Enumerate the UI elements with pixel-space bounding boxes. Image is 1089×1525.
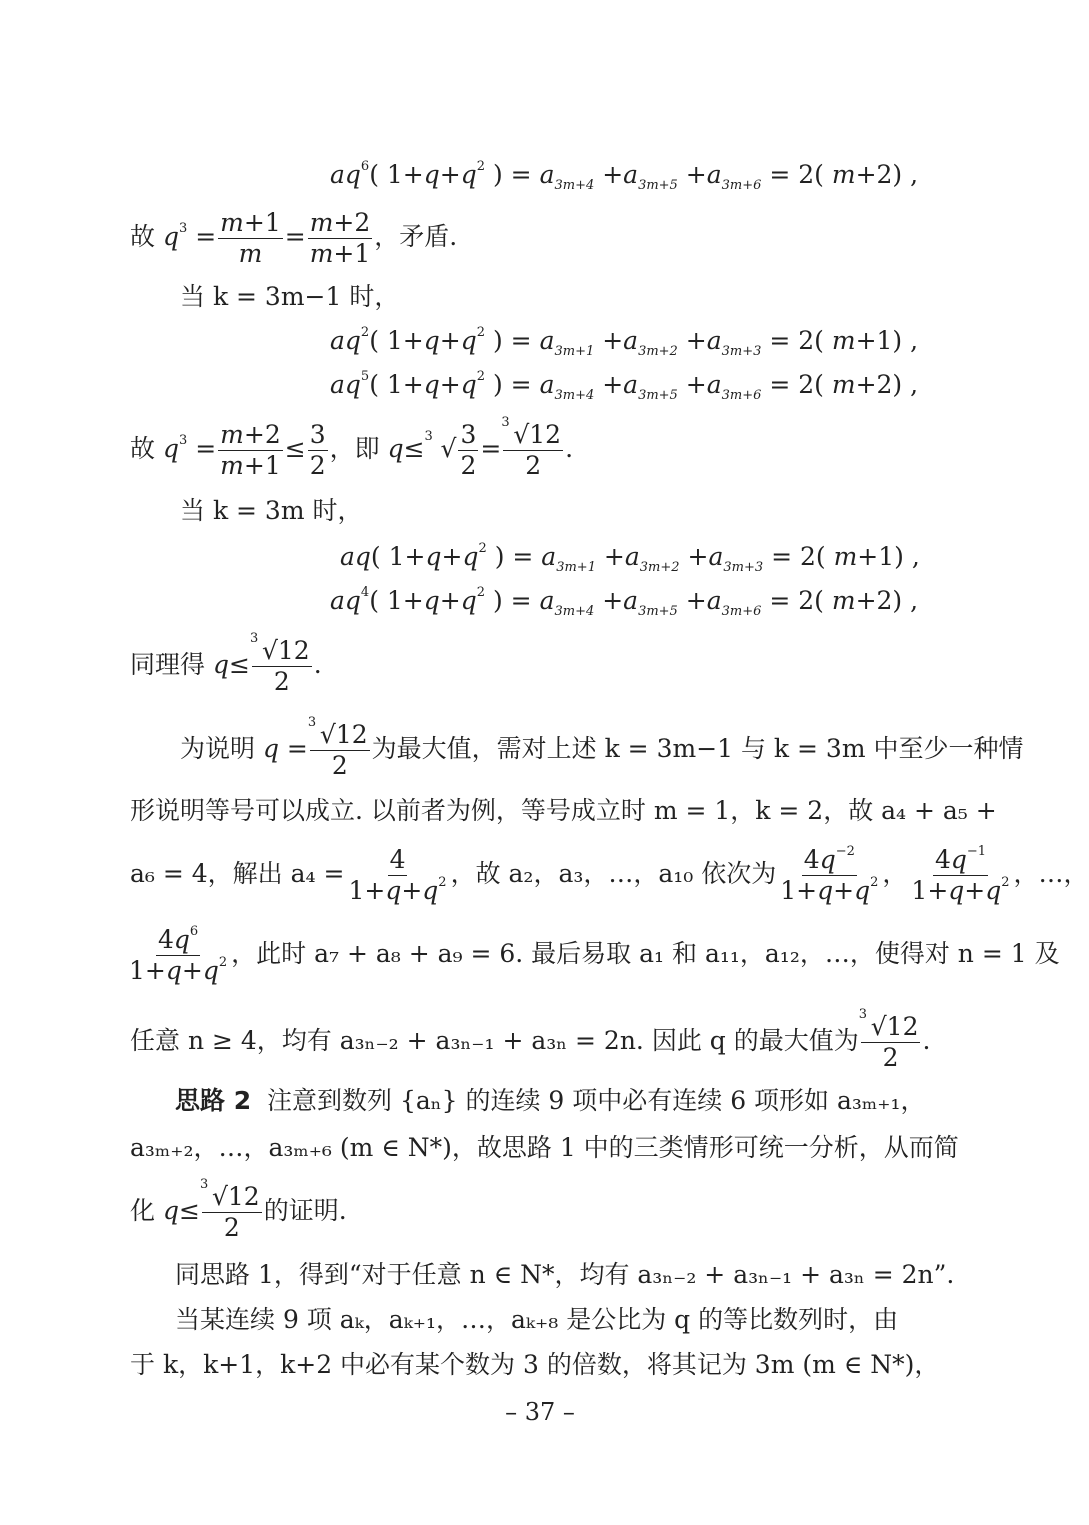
equation-line: $aq^6$( $1+q+q^2$ ) = $a_{3m+4} +a_{3m+5} +a_{3m+6} = 2$( m+2) , bbox=[330, 159, 919, 193]
equation-line: $aq^2$( $1+q+q^2$ ) = $a_{3m+1} +a_{3m+2} +a_{3m+3} = 2$( m+1) , bbox=[330, 325, 919, 359]
text-line: 当 k = 3m 时， bbox=[180, 496, 363, 525]
text-line: 为说明 q = 3 √12 2 为最大值，需对上述 k = 3m−1 与 k = 3m 中至少一种情 bbox=[180, 715, 1024, 780]
text-line: a₃ₘ₊₂，…，a₃ₘ₊₆ (m ∈ N*)，故思路 1 中的三类情形可统一分析，从而简 bbox=[130, 1133, 959, 1162]
equation-line: $aq^5$( $1+q+q^2$ ) = $a_{3m+4} +a_{3m+5} +a_{3m+6} = 2$( m+2) , bbox=[330, 369, 919, 403]
text-line: 形说明等号可以成立. 以前者为例，等号成立时 m = 1，k = 2，故 a₄ + a₅ + bbox=[130, 796, 997, 825]
text-line: a₆ = 4，解出 a₄ = $\frac{4}{1+q+q^2}$ ，故 a₂，a₃，…，a₁₀ 依次为 $\frac{4q^{-2}}{1+q+q^2}$ ， $\frac{4q^{-1}}{1+q+q^2}$ ，…， bbox=[130, 844, 1089, 905]
text-line: 同思路 1，得到“对于任意 n ∈ N*，均有 a₃ₙ₋₂ + a₃ₙ₋₁ + a₃ₙ = 2n”. bbox=[175, 1260, 955, 1289]
text-line: 化 q≤ 3 √12 2 的证明. bbox=[130, 1177, 347, 1242]
equation-line: $aq^4$( $1+q+q^2$ ) = $a_{3m+4} +a_{3m+5} +a_{3m+6} = 2$( m+2) , bbox=[330, 585, 919, 619]
page-number: – 37 – bbox=[505, 1398, 575, 1426]
text-line: 故 $q^3$ = $\frac{m+2}{m+1}$ ≤ $\frac{3}{2}$ ，即 q≤ 3 √ $\frac{3}{2}$ = 3 √12 2 . bbox=[130, 415, 574, 480]
equation-line: aq( $1+q+q^2$ ) = $a_{3m+1} +a_{3m+2} +a_{3m+3} = 2$( m+1) , bbox=[340, 541, 920, 575]
text-line: 故 $q^3$ = $\frac{m+1}{m}$ = $\frac{m+2}{m+1}$ ，矛盾. bbox=[130, 208, 458, 268]
text-line: 当某连续 9 项 aₖ，aₖ₊₁，…，aₖ₊₈ 是公比为 q 的等比数列时，由 bbox=[175, 1305, 899, 1334]
text-line: 于 k，k+1，k+2 中必有某个数为 3 的倍数，将其记为 3m (m ∈ N*)， bbox=[130, 1350, 940, 1379]
text-line: 思路 2 注意到数列 {aₙ} 的连续 9 项中必有连续 6 项形如 a₃ₘ₊₁， bbox=[175, 1086, 926, 1115]
text-line: 同理得 q≤ 3 √12 2 . bbox=[130, 631, 322, 696]
text-line: 任意 n ≥ 4，均有 a₃ₙ₋₂ + a₃ₙ₋₁ + a₃ₙ = 2n. 因此 q 的最大值为 3 √12 2 . bbox=[130, 1007, 931, 1072]
text-line: $\frac{4q^6}{1+q+q^2}$ ，此时 a₇ + a₈ + a₉ = 6. 最后易取 a₁ 和 a₁₁，a₁₂，…，使得对 n = 1 及 bbox=[129, 924, 1060, 985]
text-line: 当 k = 3m−1 时， bbox=[180, 282, 400, 311]
